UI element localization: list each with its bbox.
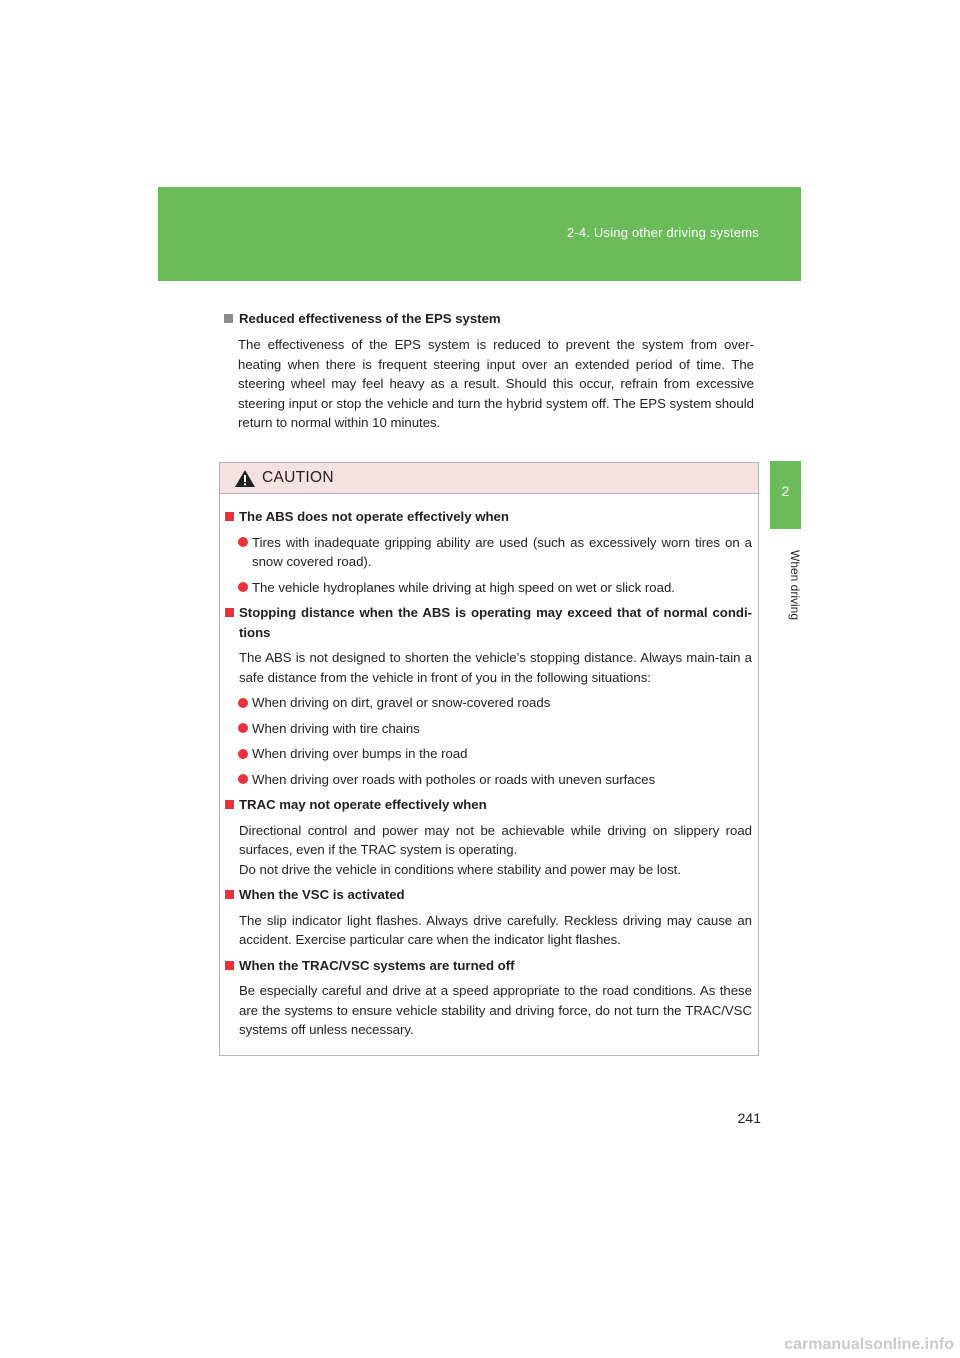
list-item: When driving over bumps in the road — [225, 744, 752, 764]
caution-heading-trac-vsc-off: When the TRAC/VSC systems are turned off — [225, 956, 752, 976]
red-bullet-icon — [238, 774, 248, 784]
caution-heading-stopping-distance: Stopping distance when the ABS is operating may exceed that of normal condi-tions — [225, 603, 752, 642]
list-item: The vehicle hydroplanes while driving at high speed on wet or slick road. — [225, 578, 752, 598]
red-bullet-icon — [238, 537, 248, 547]
red-square-icon — [225, 608, 234, 617]
red-bullet-icon — [238, 698, 248, 708]
caution-heading-trac: TRAC may not operate effectively when — [225, 795, 752, 815]
caution-heading-abs: The ABS does not operate effectively when — [225, 507, 752, 527]
caution-title: CAUTION — [262, 469, 334, 486]
red-square-icon — [225, 890, 234, 899]
caution-box — [219, 462, 759, 1056]
warning-triangle-icon — [234, 469, 256, 488]
caution-heading-vsc: When the VSC is activated — [225, 885, 752, 905]
caution-body — [220, 494, 758, 1040]
eps-heading-text: Reduced effectiveness of the EPS system — [239, 311, 501, 326]
chapter-label: When driving — [788, 549, 802, 621]
caution-text: The ABS is not designed to shorten the vehicle’s stopping distance. Always main-tain a safe distance from the vehicle in front of you in the following situations: — [239, 650, 752, 685]
header-bar — [158, 187, 801, 281]
section-title: 2-4. Using other driving systems — [566, 225, 759, 240]
caution-text: Directional control and power may not be achievable while driving on slippery road surfaces, even if the TRAC system is operating. Do not drive the vehicle in conditions where stability and power may be lost. — [239, 822, 752, 877]
page-number: 241 — [737, 1110, 761, 1126]
caution-header — [220, 463, 758, 494]
list-item: Tires with inadequate gripping ability are used (such as excessively worn tires on a snow covered road). — [225, 533, 752, 572]
red-square-icon — [225, 961, 234, 970]
eps-heading — [224, 309, 754, 329]
eps-body: The effectiveness of the EPS system is reduced to prevent the system from over-heating when there is frequent steering input over an extended period of time. The steering wheel may feel heavy as a result. Should this occur, refrain from excessive steering input or stop the vehicle and turn the hybrid system off. The EPS system should return to normal within 10 minutes. — [238, 337, 754, 430]
red-square-icon — [225, 512, 234, 521]
red-bullet-icon — [238, 582, 248, 592]
eps-section — [224, 309, 754, 433]
caution-text: The slip indicator light flashes. Always drive carefully. Reckless driving may cause an accident. Exercise particular care when the indicator light flashes. — [239, 912, 752, 947]
watermark: carmanualsonline.info — [784, 1336, 954, 1353]
chapter-number: 2 — [781, 483, 790, 499]
gray-square-icon — [224, 314, 233, 323]
caution-text: Be especially careful and drive at a speed appropriate to the road conditions. As these are the systems to ensure vehicle stability and driving force, do not turn the TRAC/VSC systems off unless necessary. — [239, 983, 752, 1037]
red-bullet-icon — [238, 749, 248, 759]
list-item: When driving with tire chains — [225, 719, 752, 739]
red-bullet-icon — [238, 723, 248, 733]
list-item: When driving over roads with potholes or roads with uneven surfaces — [225, 770, 752, 790]
red-square-icon — [225, 800, 234, 809]
list-item: When driving on dirt, gravel or snow-covered roads — [225, 693, 752, 713]
chapter-tab — [770, 461, 801, 529]
